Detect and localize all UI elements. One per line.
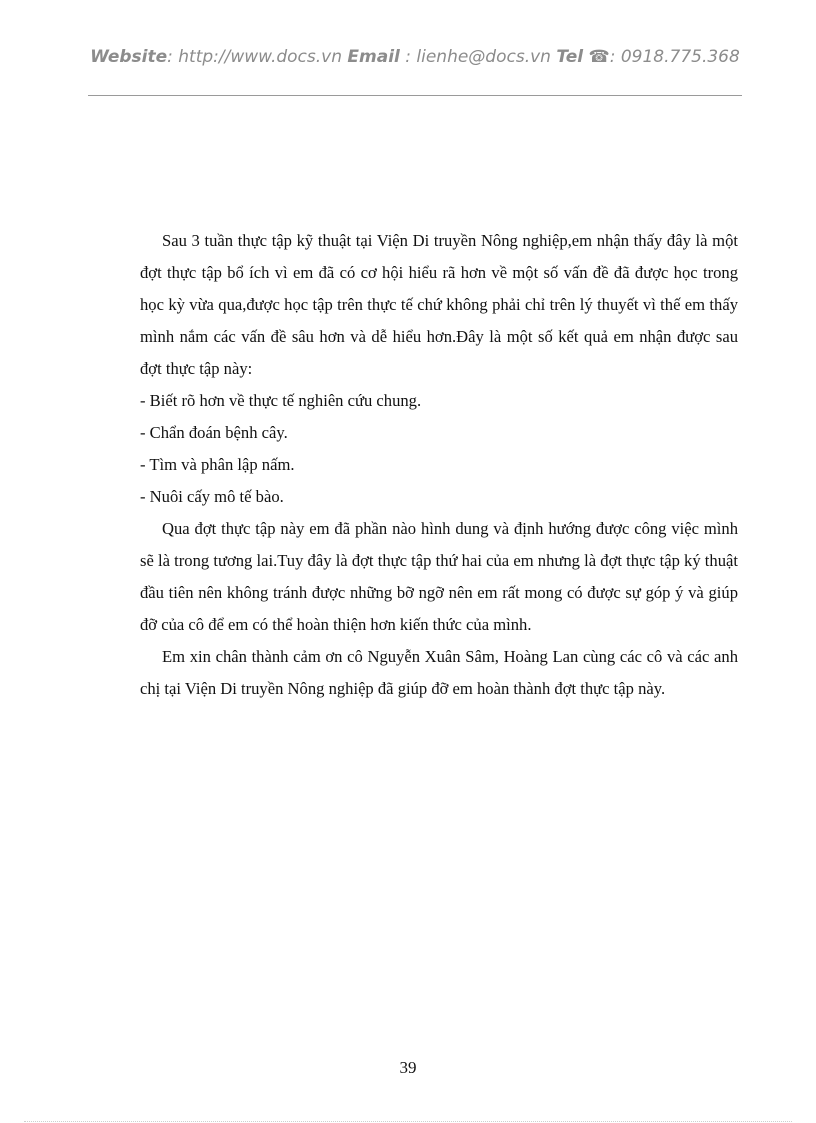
email-label: Email (347, 47, 400, 67)
paragraph-thanks: Em xin chân thành cảm ơn cô Nguyễn Xuân Sâm, Hoàng Lan cùng các cô và các anh chị tại Viện Di truyền Nông nghiệp đã giúp đỡ em hoàn thành đợt thực tập này. (140, 647, 738, 698)
document-body (140, 225, 738, 705)
page-header (88, 46, 742, 69)
list-item: - Tìm và phân lập nấm. (140, 455, 295, 474)
website-label: Website (90, 47, 168, 67)
header-divider (88, 95, 742, 96)
tel-label: Tel (556, 47, 584, 67)
tel-value: : 0918.775.368 (609, 47, 740, 67)
email-value: : lienhe@docs.vn (399, 47, 557, 67)
website-value: : http://www.docs.vn (167, 47, 348, 67)
phone-icon: ☎ (588, 47, 610, 67)
list-item: - Chẩn đoán bệnh cây. (140, 423, 288, 442)
paragraph-intro: Sau 3 tuần thực tập kỹ thuật tại Viện Di truyền Nông nghiệp,em nhận thấy đây là một đợt thực tập bổ ích vì em đã có cơ hội hiểu rã hơn về một số vấn đề đã được học trong học kỳ vừa qua,được học tập trên thực tế chứ không phải chỉ trên lý thuyết vì thế em thấy mình nắm các vấn đề sâu hơn và dễ hiểu hơn.Đây là một số kết quả em nhận được sau đợt thực tập này: (140, 231, 738, 378)
list-item: - Biết rõ hơn về thực tế nghiên cứu chung. (140, 391, 422, 410)
footer-divider (24, 1121, 792, 1122)
paragraph-reflection: Qua đợt thực tập này em đã phần nào hình dung và định hướng được công việc mình sẽ là trong tương lai.Tuy đây là đợt thực tập thứ hai của em nhưng là đợt thực tập ký thuật đầu tiên nên không tránh được những bỡ ngỡ nên em rất mong có được sự góp ý và giúp đỡ của cô để em có thể hoàn thiện hơn kiến thức của mình. (140, 519, 738, 634)
list-item: - Nuôi cấy mô tế bào. (140, 487, 284, 506)
page-number: 39 (399, 1058, 417, 1077)
